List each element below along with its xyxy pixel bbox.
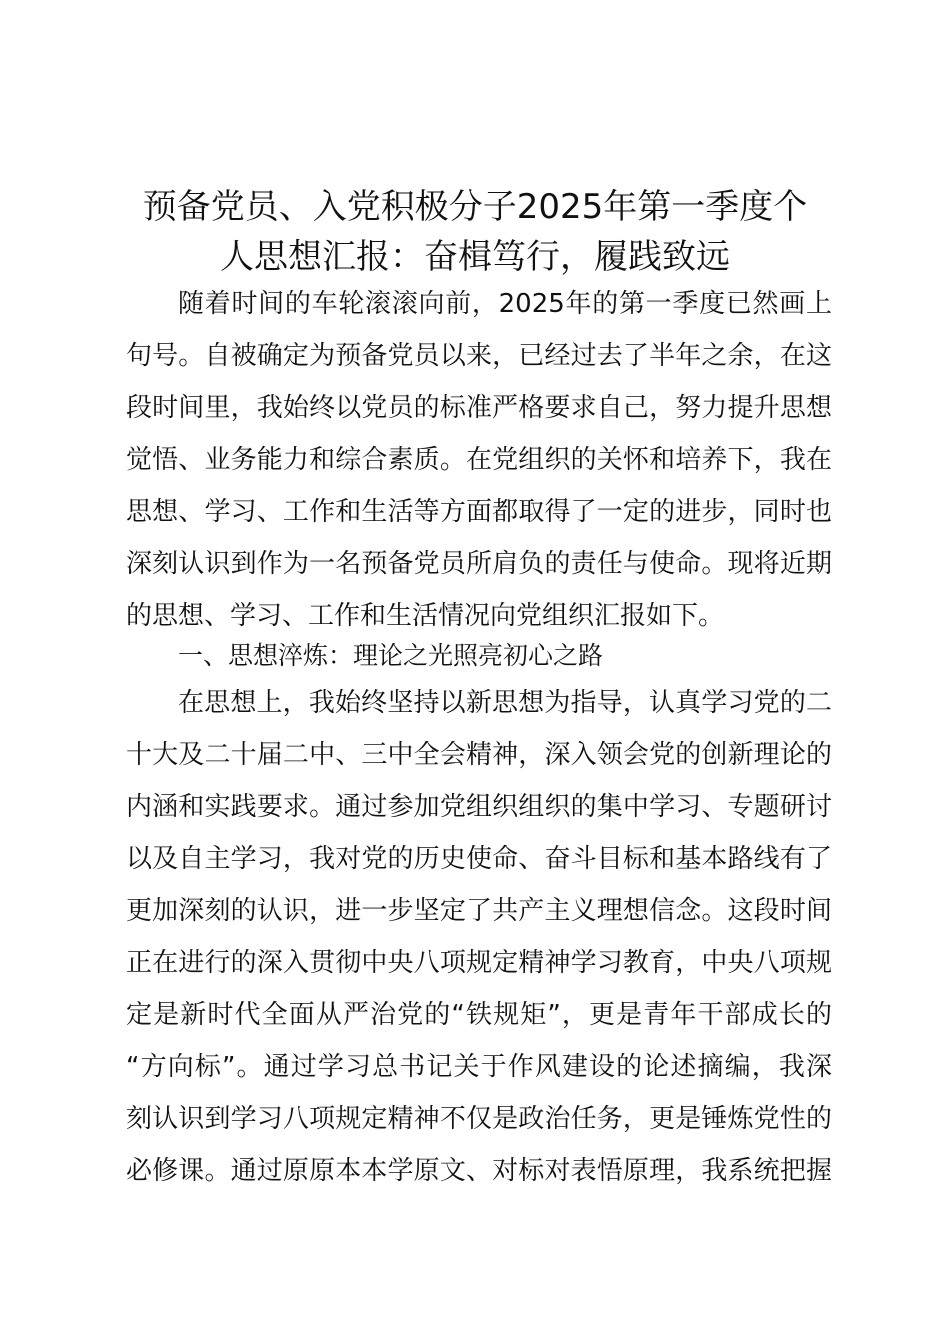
intro-line: 的思想、学习、工作和生活情况向党组织汇报如下。 (126, 601, 725, 631)
section-1-line: 以及自主学习，我对党的历史使命、奋斗目标和基本路线有了 (126, 844, 832, 874)
intro-line: 思想、学习、工作和生活等方面都取得了一定的进步，同时也 (126, 497, 832, 527)
document-title-line-1: 预备党员、入党积极分子2025年第一季度个 (142, 187, 808, 227)
section-1-line: “方向标”。通过学习总书记关于作风建设的论述摘编，我深 (126, 1052, 832, 1082)
section-1-line: 正在进行的深入贯彻中央八项规定精神学习教育，中央八项规 (126, 948, 832, 978)
section-1-heading: 一、思想淬炼：理论之光照亮初心之路 (178, 641, 604, 670)
section-1-line: 定是新时代全面从严治党的“铁规矩”，更是青年干部成长的 (126, 1000, 832, 1030)
section-1-line: 内涵和实践要求。通过参加党组织组织的集中学习、专题研讨 (126, 792, 832, 822)
intro-line: 段时间里，我始终以党员的标准严格要求自己，努力提升思想 (126, 393, 832, 423)
section-1-line: 必修课。通过原原本本学原文、对标对表悟原理，我系统把握 (126, 1156, 832, 1186)
section-1-line: 十大及二十届二中、三中全会精神，深入领会党的创新理论的 (126, 740, 832, 770)
section-1-line: 更加深刻的认识，进一步坚定了共产主义理想信念。这段时间 (126, 896, 832, 926)
intro-line: 深刻认识到作为一名预备党员所肩负的责任与使命。现将近期 (126, 549, 832, 579)
intro-line: 觉悟、业务能力和综合素质。在党组织的关怀和培养下，我在 (126, 445, 832, 475)
section-1-line: 刻认识到学习八项规定精神不仅是政治任务，更是锤炼党性的 (126, 1104, 832, 1134)
intro-line: 随着时间的车轮滚滚向前，2025年的第一季度已然画上 (178, 289, 832, 319)
section-1-line: 在思想上，我始终坚持以新思想为指导，认真学习党的二 (178, 688, 832, 718)
intro-line: 句号。自被确定为预备党员以来，已经过去了半年之余，在这 (126, 341, 832, 371)
document-title-line-2: 人思想汇报：奋楫笃行，履践致远 (220, 237, 730, 277)
